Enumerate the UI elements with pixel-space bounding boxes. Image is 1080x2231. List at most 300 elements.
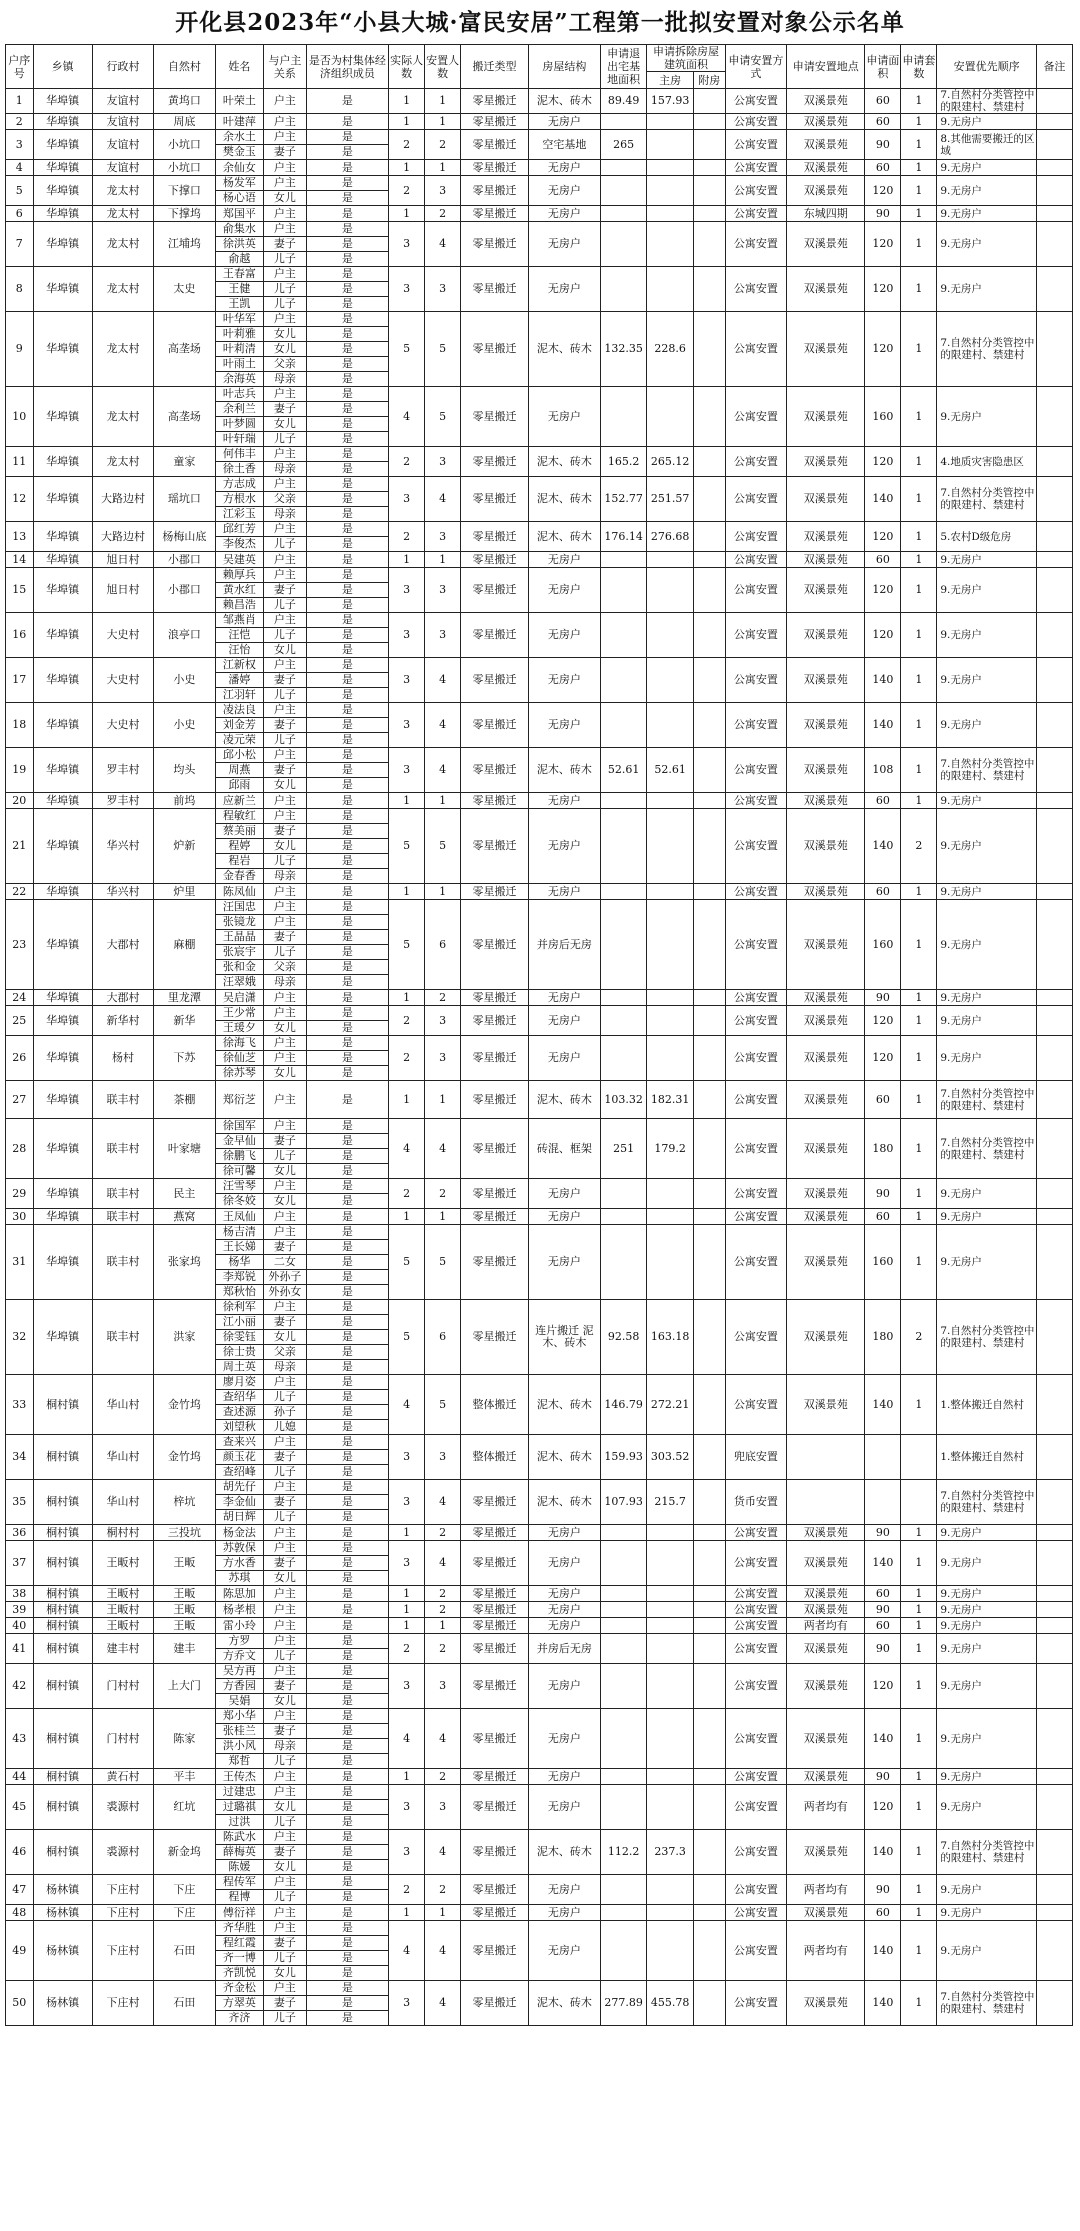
settle-method: 公寓安置 (725, 176, 786, 206)
requested-sets: 1 (901, 477, 937, 522)
settle-location: 双溪景苑 (787, 1830, 865, 1875)
remark-cell (1036, 1981, 1072, 2026)
annex-house-area (693, 1664, 725, 1709)
actual-count: 4 (389, 1709, 425, 1769)
move-type: 零星搬迁 (461, 1586, 529, 1602)
natural-village-cell: 张家坞 (154, 1225, 215, 1300)
requested-area: 140 (865, 809, 901, 884)
town-cell: 华埠镇 (33, 809, 92, 884)
member-relation: 户主 (264, 130, 306, 145)
household-no: 28 (6, 1119, 34, 1179)
member-is-collective: 是 (306, 297, 389, 312)
actual-count: 1 (389, 1586, 425, 1602)
settle-method: 公寓安置 (725, 1036, 786, 1081)
settle-method: 公寓安置 (725, 900, 786, 990)
actual-count: 3 (389, 1830, 425, 1875)
table-row (6, 748, 1073, 763)
village-cell: 联丰村 (92, 1179, 153, 1209)
actual-count: 4 (389, 1375, 425, 1435)
requested-sets: 1 (901, 1664, 937, 1709)
village-cell: 王畈村 (92, 1586, 153, 1602)
member-relation: 户主 (264, 809, 306, 824)
member-name: 王春富 (215, 267, 264, 282)
village-cell: 杨村 (92, 1036, 153, 1081)
settle-count: 2 (425, 1602, 461, 1618)
village-cell: 大路边村 (92, 477, 153, 522)
member-is-collective: 是 (306, 552, 389, 568)
member-name: 颜玉花 (215, 1450, 264, 1465)
member-name: 俞越 (215, 252, 264, 267)
member-name: 江新权 (215, 658, 264, 673)
member-relation: 父亲 (264, 357, 306, 372)
settle-location: 双溪景苑 (787, 990, 865, 1006)
annex-house-area (693, 900, 725, 990)
return-area (600, 1602, 647, 1618)
member-relation: 孙子 (264, 1405, 306, 1420)
settle-priority: 9.无房户 (937, 900, 1037, 990)
member-is-collective: 是 (306, 793, 389, 809)
member-name: 叶莉雅 (215, 327, 264, 342)
member-relation: 妻子 (264, 1556, 306, 1571)
member-name: 苏琪 (215, 1571, 264, 1586)
table-row (6, 703, 1073, 718)
natural-village-cell: 金竹坞 (154, 1375, 215, 1435)
main-house-area (647, 1709, 694, 1769)
settle-priority: 9.无房户 (937, 1036, 1037, 1081)
natural-village-cell: 小郡口 (154, 552, 215, 568)
move-type: 零星搬迁 (461, 658, 529, 703)
main-house-area: 265.12 (647, 447, 694, 477)
natural-village-cell: 下撑口 (154, 176, 215, 206)
member-is-collective: 是 (306, 1164, 389, 1179)
requested-sets: 1 (901, 1769, 937, 1785)
natural-village-cell: 黄坞口 (154, 89, 215, 114)
member-relation: 妻子 (264, 1315, 306, 1330)
requested-area: 120 (865, 1664, 901, 1709)
requested-sets: 1 (901, 89, 937, 114)
member-is-collective: 是 (306, 733, 389, 748)
house-structure: 无房户 (528, 793, 600, 809)
table-row (6, 1586, 1073, 1602)
town-cell: 桐村镇 (33, 1435, 92, 1480)
member-relation: 儿子 (264, 1754, 306, 1769)
settle-priority: 9.无房户 (937, 568, 1037, 613)
return-area (600, 1709, 647, 1769)
natural-village-cell: 上大门 (154, 1664, 215, 1709)
settle-method: 公寓安置 (725, 447, 786, 477)
move-type: 零星搬迁 (461, 222, 529, 267)
settle-location (787, 1480, 865, 1525)
member-relation: 儿子 (264, 733, 306, 748)
table-row (6, 1921, 1073, 1936)
member-is-collective: 是 (306, 222, 389, 237)
member-is-collective: 是 (306, 1345, 389, 1360)
requested-sets: 2 (901, 809, 937, 884)
member-name: 张宸宇 (215, 945, 264, 960)
actual-count: 2 (389, 130, 425, 160)
table-row (6, 1769, 1073, 1785)
member-name: 樊金玉 (215, 145, 264, 160)
remark-cell (1036, 748, 1072, 793)
remark-cell (1036, 990, 1072, 1006)
main-house-area (647, 267, 694, 312)
house-structure: 无房户 (528, 1618, 600, 1634)
settle-count: 3 (425, 613, 461, 658)
requested-sets: 1 (901, 1081, 937, 1119)
town-cell: 华埠镇 (33, 613, 92, 658)
member-relation: 母亲 (264, 1739, 306, 1754)
settle-count: 2 (425, 1634, 461, 1664)
member-name: 齐济 (215, 2011, 264, 2026)
household-no: 44 (6, 1769, 34, 1785)
remark-cell (1036, 568, 1072, 613)
requested-area: 120 (865, 1785, 901, 1830)
house-structure: 泥木、砖木 (528, 89, 600, 114)
household-no: 33 (6, 1375, 34, 1435)
village-cell: 旭日村 (92, 568, 153, 613)
member-is-collective: 是 (306, 522, 389, 537)
requested-area: 120 (865, 267, 901, 312)
member-relation: 儿子 (264, 1951, 306, 1966)
member-relation: 儿子 (264, 1390, 306, 1405)
member-name: 邱雨 (215, 778, 264, 793)
member-name: 王少常 (215, 1006, 264, 1021)
annex-house-area (693, 1981, 725, 2026)
town-cell: 华埠镇 (33, 267, 92, 312)
header-actual: 实际人数 (389, 45, 425, 89)
natural-village-cell: 麻棚 (154, 900, 215, 990)
house-structure: 无房户 (528, 1209, 600, 1225)
member-is-collective: 是 (306, 432, 389, 447)
house-structure: 无房户 (528, 222, 600, 267)
annex-house-area (693, 114, 725, 130)
annex-house-area (693, 1618, 725, 1634)
natural-village-cell: 高垄场 (154, 312, 215, 387)
natural-village-cell: 里龙潭 (154, 990, 215, 1006)
return-area (600, 222, 647, 267)
household-no: 23 (6, 900, 34, 990)
requested-area: 140 (865, 658, 901, 703)
settle-priority: 9.无房户 (937, 1179, 1037, 1209)
household-no: 35 (6, 1480, 34, 1525)
requested-area: 60 (865, 793, 901, 809)
member-is-collective: 是 (306, 839, 389, 854)
requested-sets: 1 (901, 1525, 937, 1541)
move-type: 零星搬迁 (461, 1036, 529, 1081)
main-house-area: 237.3 (647, 1830, 694, 1875)
settle-count: 5 (425, 1375, 461, 1435)
remark-cell (1036, 1921, 1072, 1981)
annex-house-area (693, 160, 725, 176)
member-is-collective: 是 (306, 1149, 389, 1164)
settle-count: 1 (425, 1081, 461, 1119)
main-house-area (647, 1602, 694, 1618)
remark-cell (1036, 1435, 1072, 1480)
member-relation: 户主 (264, 1179, 306, 1194)
table-row (6, 900, 1073, 915)
main-house-area (647, 1006, 694, 1036)
member-is-collective: 是 (306, 1066, 389, 1081)
member-relation: 户主 (264, 1602, 306, 1618)
main-house-area (647, 552, 694, 568)
main-house-area: 157.93 (647, 89, 694, 114)
member-relation: 户主 (264, 658, 306, 673)
member-is-collective: 是 (306, 130, 389, 145)
member-relation: 父亲 (264, 492, 306, 507)
settle-method: 公寓安置 (725, 703, 786, 748)
table-row (6, 114, 1073, 130)
table-row (6, 1875, 1073, 1890)
household-no: 31 (6, 1225, 34, 1300)
main-house-area (647, 1541, 694, 1586)
village-cell: 华山村 (92, 1435, 153, 1480)
member-relation: 儿子 (264, 297, 306, 312)
house-structure: 砖混、框架 (528, 1119, 600, 1179)
town-cell: 华埠镇 (33, 130, 92, 160)
remark-cell (1036, 1375, 1072, 1435)
member-relation: 户主 (264, 1769, 306, 1785)
household-no: 10 (6, 387, 34, 447)
settle-priority: 7.自然村分类管控中的限建村、禁建村 (937, 1300, 1037, 1375)
move-type: 零星搬迁 (461, 1785, 529, 1830)
settle-count: 1 (425, 89, 461, 114)
settle-method: 公寓安置 (725, 1541, 786, 1586)
requested-area: 140 (865, 1709, 901, 1769)
member-is-collective: 是 (306, 1495, 389, 1510)
member-name: 齐金松 (215, 1981, 264, 1996)
house-structure: 无房户 (528, 613, 600, 658)
member-name: 王传杰 (215, 1769, 264, 1785)
village-cell: 下庄村 (92, 1875, 153, 1905)
settle-location: 双溪景苑 (787, 522, 865, 552)
requested-area: 140 (865, 477, 901, 522)
member-relation: 女儿 (264, 1194, 306, 1209)
table-row (6, 884, 1073, 900)
requested-area: 140 (865, 1830, 901, 1875)
settle-count: 3 (425, 447, 461, 477)
town-cell: 桐村镇 (33, 1709, 92, 1769)
member-name: 汪翠娥 (215, 975, 264, 990)
settle-location: 双溪景苑 (787, 1179, 865, 1209)
settle-count: 2 (425, 206, 461, 222)
member-is-collective: 是 (306, 237, 389, 252)
member-name: 徐仙芝 (215, 1051, 264, 1066)
move-type: 零星搬迁 (461, 267, 529, 312)
household-no: 25 (6, 1006, 34, 1036)
member-relation: 户主 (264, 884, 306, 900)
settle-location: 双溪景苑 (787, 387, 865, 447)
table-row (6, 658, 1073, 673)
member-is-collective: 是 (306, 1480, 389, 1495)
town-cell: 华埠镇 (33, 387, 92, 447)
main-house-area (647, 206, 694, 222)
member-relation: 户主 (264, 915, 306, 930)
town-cell: 华埠镇 (33, 1036, 92, 1081)
table-row (6, 447, 1073, 462)
household-no: 18 (6, 703, 34, 748)
requested-area: 160 (865, 900, 901, 990)
resettlement-table (5, 44, 1073, 2026)
return-area: 176.14 (600, 522, 647, 552)
requested-area: 60 (865, 1209, 901, 1225)
table-row (6, 1618, 1073, 1634)
member-is-collective: 是 (306, 915, 389, 930)
table-row (6, 1525, 1073, 1541)
table-row (6, 613, 1073, 628)
return-area: 265 (600, 130, 647, 160)
member-name: 凌元荣 (215, 733, 264, 748)
move-type: 零星搬迁 (461, 809, 529, 884)
settle-location: 双溪景苑 (787, 1664, 865, 1709)
main-house-area: 215.7 (647, 1480, 694, 1525)
settle-method: 公寓安置 (725, 1225, 786, 1300)
member-is-collective: 是 (306, 583, 389, 598)
member-is-collective: 是 (306, 462, 389, 477)
member-relation: 母亲 (264, 975, 306, 990)
actual-count: 2 (389, 1634, 425, 1664)
member-relation: 妻子 (264, 1450, 306, 1465)
member-name: 王健 (215, 282, 264, 297)
main-house-area: 303.52 (647, 1435, 694, 1480)
natural-village-cell: 新华 (154, 1006, 215, 1036)
settle-count: 2 (425, 1525, 461, 1541)
actual-count: 5 (389, 1300, 425, 1375)
requested-area: 160 (865, 387, 901, 447)
member-name: 薛梅英 (215, 1845, 264, 1860)
settle-priority: 9.无房户 (937, 552, 1037, 568)
main-house-area (647, 1586, 694, 1602)
main-house-area (647, 130, 694, 160)
requested-sets (901, 1480, 937, 1525)
requested-sets: 1 (901, 522, 937, 552)
settle-method: 公寓安置 (725, 130, 786, 160)
member-relation: 母亲 (264, 462, 306, 477)
requested-sets: 1 (901, 1541, 937, 1586)
requested-area: 60 (865, 1905, 901, 1921)
village-cell: 桐村村 (92, 1525, 153, 1541)
remark-cell (1036, 884, 1072, 900)
settle-method: 公寓安置 (725, 1981, 786, 2026)
header-is-member: 是否为村集体经济组织成员 (306, 45, 389, 89)
town-cell: 华埠镇 (33, 176, 92, 206)
member-is-collective: 是 (306, 763, 389, 778)
member-name: 江羽轩 (215, 688, 264, 703)
move-type: 零星搬迁 (461, 884, 529, 900)
member-is-collective: 是 (306, 1375, 389, 1390)
household-no: 15 (6, 568, 34, 613)
settle-location: 双溪景苑 (787, 1586, 865, 1602)
header-priority: 安置优先顺序 (937, 45, 1037, 89)
annex-house-area (693, 89, 725, 114)
member-relation: 户主 (264, 1375, 306, 1390)
remark-cell (1036, 267, 1072, 312)
return-area (600, 703, 647, 748)
settle-count: 4 (425, 1981, 461, 2026)
settle-count: 3 (425, 1664, 461, 1709)
main-house-area (647, 222, 694, 267)
member-is-collective: 是 (306, 447, 389, 462)
member-relation: 女儿 (264, 342, 306, 357)
house-structure: 无房户 (528, 1921, 600, 1981)
settle-location: 双溪景苑 (787, 748, 865, 793)
annex-house-area (693, 522, 725, 552)
member-is-collective: 是 (306, 1586, 389, 1602)
village-cell: 龙太村 (92, 312, 153, 387)
village-cell: 龙太村 (92, 447, 153, 477)
remark-cell (1036, 222, 1072, 267)
remark-cell (1036, 1480, 1072, 1525)
member-is-collective: 是 (306, 1951, 389, 1966)
household-no: 24 (6, 990, 34, 1006)
settle-method: 公寓安置 (725, 990, 786, 1006)
member-name: 方志成 (215, 477, 264, 492)
member-is-collective: 是 (306, 1618, 389, 1634)
settle-priority: 9.无房户 (937, 1875, 1037, 1905)
settle-count: 4 (425, 477, 461, 522)
household-no: 36 (6, 1525, 34, 1541)
house-structure: 无房户 (528, 1905, 600, 1921)
requested-sets: 1 (901, 1179, 937, 1209)
village-cell: 友谊村 (92, 130, 153, 160)
member-relation: 户主 (264, 312, 306, 327)
settle-priority: 7.自然村分类管控中的限建村、禁建村 (937, 748, 1037, 793)
settle-priority: 9.无房户 (937, 1785, 1037, 1830)
annex-house-area (693, 1225, 725, 1300)
member-relation: 妻子 (264, 1679, 306, 1694)
remark-cell (1036, 900, 1072, 990)
member-name: 徐可馨 (215, 1164, 264, 1179)
household-no: 27 (6, 1081, 34, 1119)
member-name: 李金仙 (215, 1495, 264, 1510)
town-cell: 华埠镇 (33, 748, 92, 793)
member-is-collective: 是 (306, 312, 389, 327)
settle-method: 公寓安置 (725, 312, 786, 387)
header-sets: 申请套数 (901, 45, 937, 89)
member-relation: 户主 (264, 267, 306, 282)
member-name: 刘望秋 (215, 1420, 264, 1435)
return-area (600, 613, 647, 658)
requested-sets: 1 (901, 990, 937, 1006)
member-relation: 户主 (264, 1300, 306, 1315)
member-name: 方乔文 (215, 1649, 264, 1664)
settle-count: 1 (425, 552, 461, 568)
requested-area: 60 (865, 160, 901, 176)
remark-cell (1036, 1709, 1072, 1769)
settle-count: 5 (425, 312, 461, 387)
remark-cell (1036, 1300, 1072, 1375)
member-relation: 女儿 (264, 417, 306, 432)
member-name: 程岩 (215, 854, 264, 869)
main-house-area (647, 1618, 694, 1634)
member-relation: 儿子 (264, 945, 306, 960)
member-name: 余利兰 (215, 402, 264, 417)
annex-house-area (693, 1905, 725, 1921)
village-cell: 大路边村 (92, 522, 153, 552)
village-cell: 龙太村 (92, 206, 153, 222)
settle-location: 双溪景苑 (787, 1300, 865, 1375)
member-name: 程博 (215, 1890, 264, 1905)
requested-area (865, 1480, 901, 1525)
settle-location: 双溪景苑 (787, 1375, 865, 1435)
requested-sets: 1 (901, 1905, 937, 1921)
town-cell: 华埠镇 (33, 206, 92, 222)
table-row (6, 176, 1073, 191)
member-name: 王瑗夕 (215, 1021, 264, 1036)
return-area: 92.58 (600, 1300, 647, 1375)
settle-method: 货币安置 (725, 1480, 786, 1525)
settle-count: 1 (425, 160, 461, 176)
member-name: 江彩玉 (215, 507, 264, 522)
